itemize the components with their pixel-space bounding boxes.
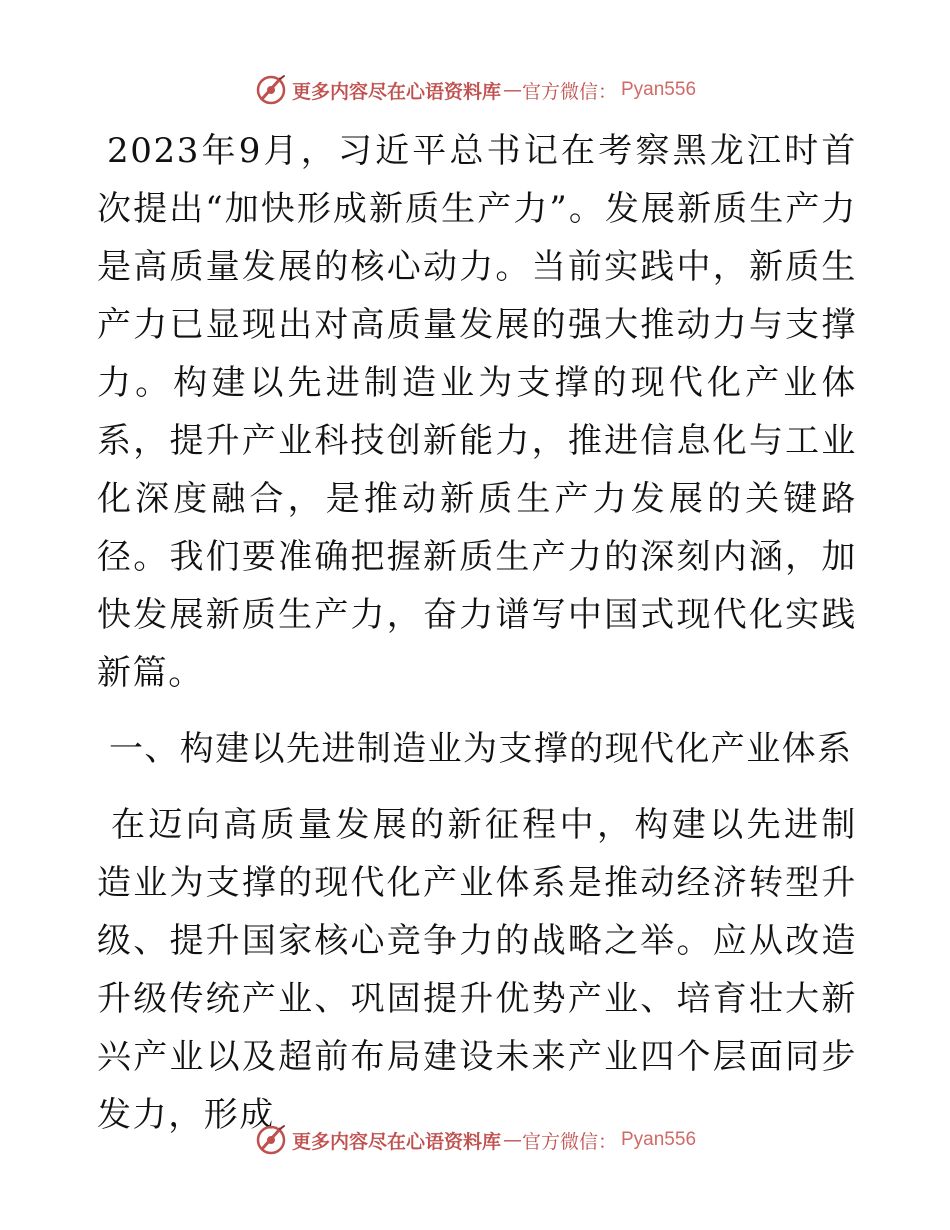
watermark-text: 更多内容尽在心语资料库 — [291, 1130, 501, 1153]
paragraph-section-1: 在迈向高质量发展的新征程中，构建以先进制造业为支撑的现代化产业体系是推动经济转型升级、提升国家核心竞争力的战略之举。应从改造升级传统产业、巩固提升优势产业、培育壮大新兴产业以及超前布局建设未来产业四个层面同步发力，形成 — [97, 805, 857, 1135]
watermark-label: 官方微信： — [521, 1130, 617, 1153]
document-body — [97, 122, 857, 1144]
header-watermark — [0, 70, 950, 110]
watermark-text: 更多内容尽在心语资料库 — [291, 80, 501, 103]
paragraph-intro: 2023年9月，习近平总书记在考察黑龙江时首次提出“加快形成新质生产力”。发展新质生产力是高质量发展的核心动力。当前实践中，新质生产力已显现出对高质量发展的强大推动力与支撑力。构建以先进制造业为支撑的现代化产业体系，提升产业科技创新能力，推进信息化与工业化深度融合，是推动新质生产力发展的关键路径。我们要准确把握新质生产力的深刻内涵，加快发展新质生产力，奋力谱写中国式现代化实践新篇。 — [97, 131, 857, 693]
pen-logo-icon — [254, 73, 288, 107]
watermark-wechat-id: Pyan556 — [621, 1129, 697, 1150]
section-heading: 一、构建以先进制造业为支撑的现代化产业体系 — [109, 729, 853, 769]
watermark-separator: — — [502, 79, 520, 101]
watermark-label: 官方微信： — [521, 80, 617, 103]
footer-watermark — [0, 1120, 950, 1160]
watermark-separator: — — [502, 1129, 520, 1151]
pen-logo-icon — [254, 1123, 288, 1157]
watermark-wechat-id: Pyan556 — [621, 79, 697, 100]
